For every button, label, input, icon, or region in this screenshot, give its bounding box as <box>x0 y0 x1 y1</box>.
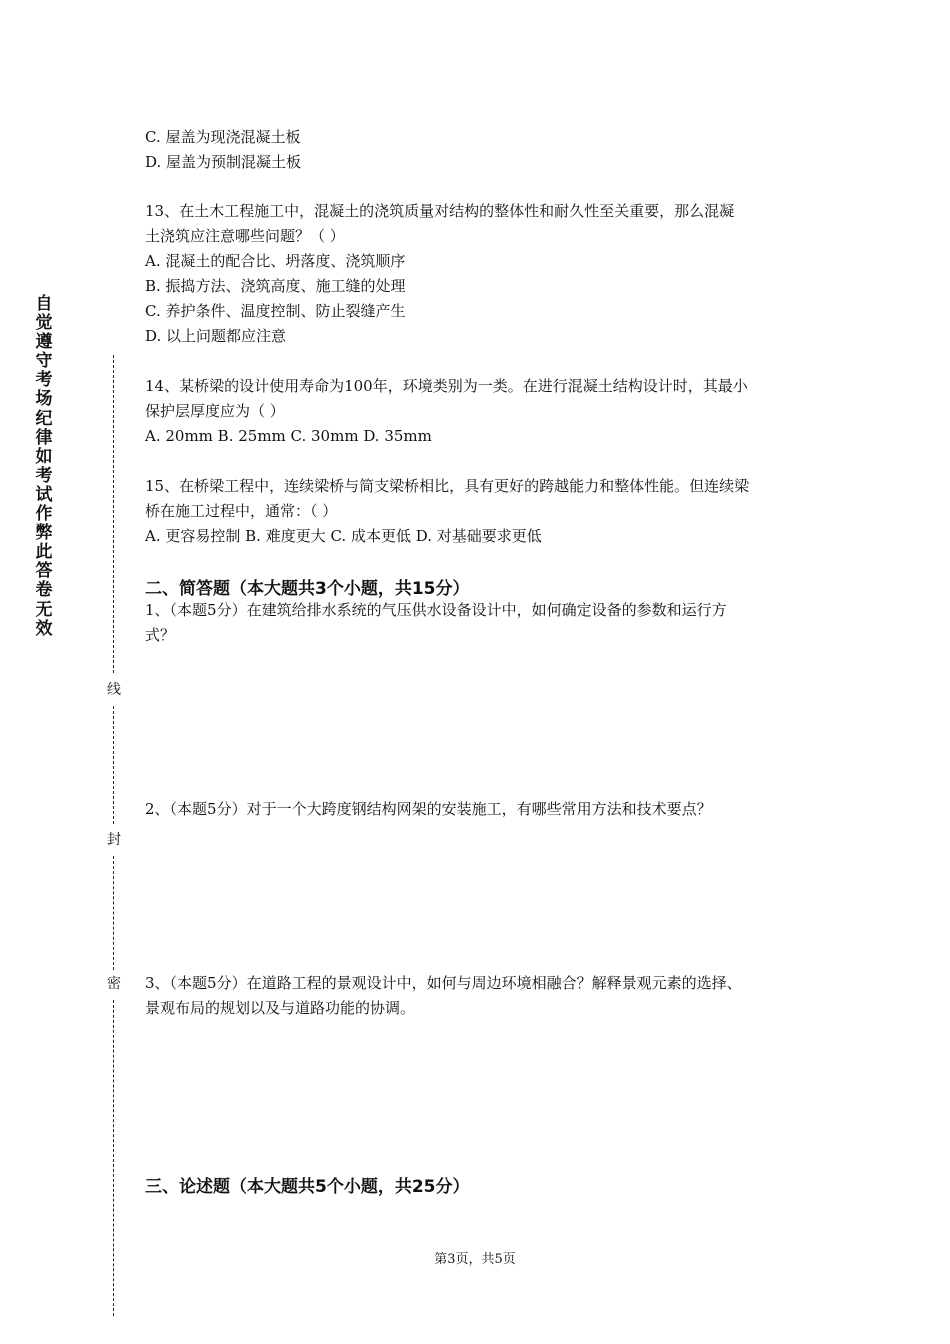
exam-discipline-notice: 自觉遵守考场纪律如考试作弊此答卷无效 <box>35 294 53 639</box>
q13-option-d: D. 以上问题都应注意 <box>145 327 287 345</box>
q13-option-c: C. 养护条件、温度控制、防止裂缝产生 <box>145 302 406 320</box>
binding-label-line: 线 <box>107 682 121 698</box>
q15-stem-line2: 桥在施工过程中，通常：（ ） <box>145 502 338 520</box>
q14-stem-line1: 14、某桥梁的设计使用寿命为100年，环境类别为一类。在进行混凝土结构设计时，其最小 <box>145 377 748 395</box>
section2-title: 二、简答题（本大题共3个小题，共15分） <box>145 579 470 599</box>
q12-option-d: D. 屋盖为预制混凝土板 <box>145 153 302 171</box>
page-footer: 第3页，共5页 <box>434 1252 516 1267</box>
binding-line-segment <box>113 706 114 824</box>
q13-option-b: B. 振捣方法、浇筑高度、施工缝的处理 <box>145 277 406 295</box>
s2-q3-line1: 3、（本题5分）在道路工程的景观设计中，如何与周边环境相融合？解释景观元素的选择、 <box>145 974 742 992</box>
q14-stem-line2: 保护层厚度应为（ ） <box>145 402 285 420</box>
binding-label-seal: 封 <box>107 832 121 848</box>
s2-q2-line1: 2、（本题5分）对于一个大跨度钢结构网架的安装施工，有哪些常用方法和技术要点？ <box>145 800 712 818</box>
s2-q3-line2: 景观布局的规划以及与道路功能的协调。 <box>145 999 416 1017</box>
s2-q1-line1: 1、（本题5分）在建筑给排水系统的气压供水设备设计中，如何确定设备的参数和运行方 <box>145 601 727 619</box>
q14-options: A. 20mm B. 25mm C. 30mm D. 35mm <box>145 427 432 445</box>
s2-q1-line2: 式？ <box>145 626 176 644</box>
q13-stem-line1: 13、在土木工程施工中，混凝土的浇筑质量对结构的整体性和耐久性至关重要，那么混凝 <box>145 202 735 220</box>
q13-option-a: A. 混凝土的配合比、坍落度、浇筑顺序 <box>145 252 406 270</box>
q15-options: A. 更容易控制 B. 难度更大 C. 成本更低 D. 对基础要求更低 <box>145 527 542 545</box>
binding-line-segment <box>113 355 114 673</box>
section3-title: 三、论述题（本大题共5个小题，共25分） <box>145 1177 470 1197</box>
q13-stem-line2: 土浇筑应注意哪些问题？（ ） <box>145 227 345 245</box>
q12-option-c: C. 屋盖为现浇混凝土板 <box>145 128 301 146</box>
binding-line-segment <box>113 1000 114 1316</box>
binding-label-secret: 密 <box>107 976 121 992</box>
q15-stem-line1: 15、在桥梁工程中，连续梁桥与简支梁桥相比，具有更好的跨越能力和整体性能。但连续梁 <box>145 477 750 495</box>
binding-line-segment <box>113 856 114 970</box>
